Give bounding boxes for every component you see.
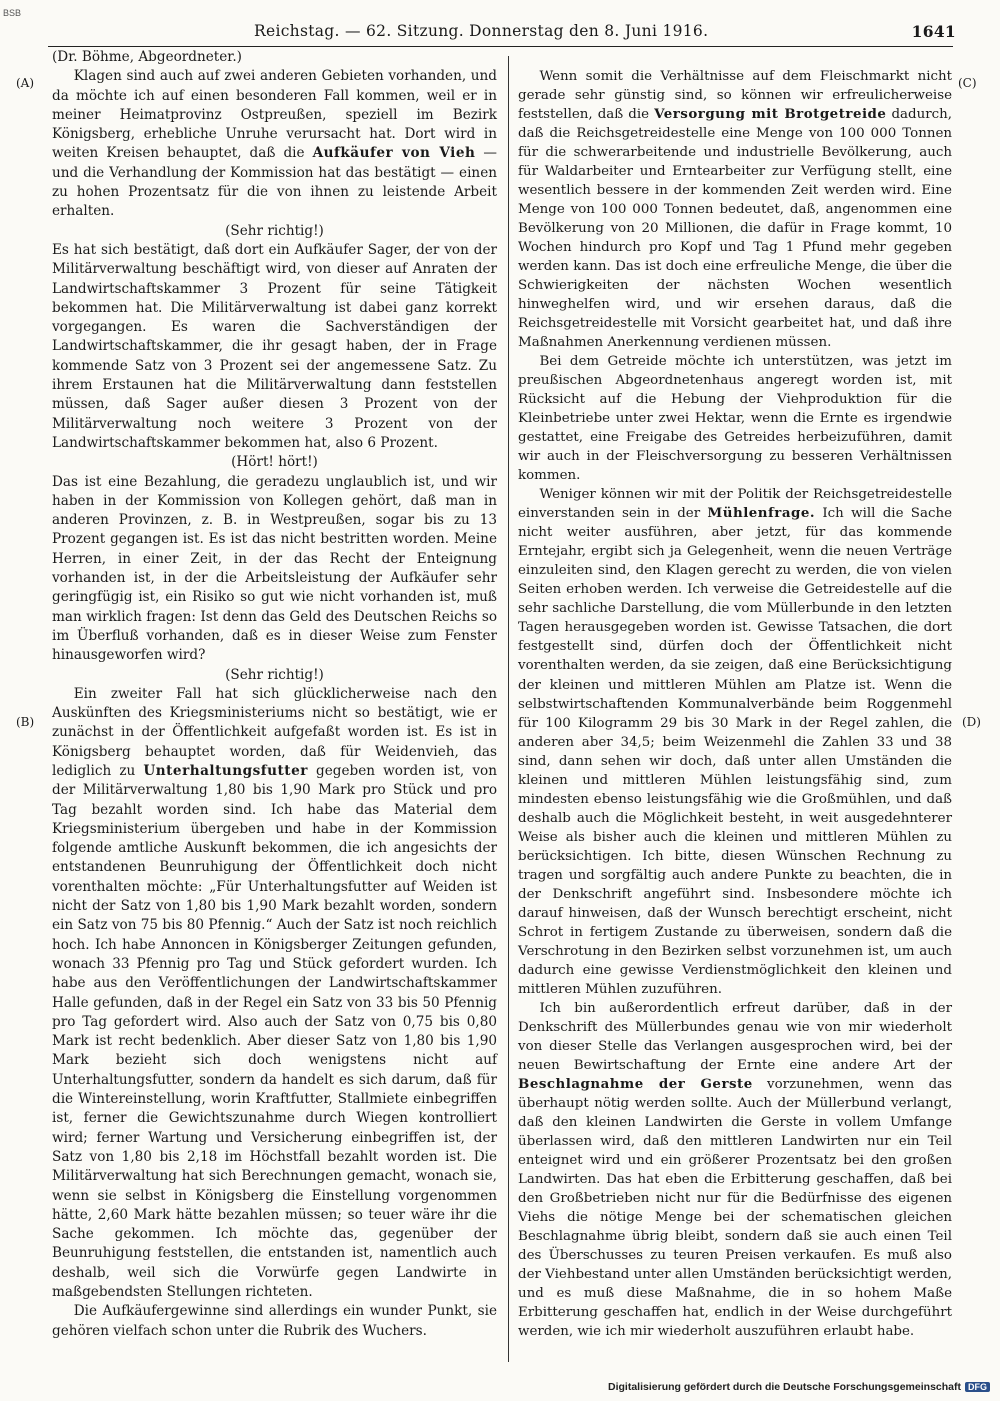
text-run: — und die Verhandlung der Kommission hat das bestätigt — einen zu hohen Prozentsatz für die von ihnen zu leistende Arbeit erhalten.	[52, 145, 497, 220]
paragraph: Das ist eine Bezahlung, die geradezu unglaublich ist, und wir haben in der Kommission von Kollegen gehört, daß man in anderen Provinzen, z. B. in Westpreußen, sogar bis zu 13 Prozent gegangen ist. Es ist das nicht bestritten worden. Meine Herren, in einer Zeit, in der das Recht der Enteignung vorhanden ist, in der die Arbeitsleistung der Aufkäufer sehr geringfügig ist, ein Risiko so gut wie nicht vorhanden ist, muß man wirklich fragen: Ist denn das Geld des Deutschen Reichs so im Überfluß vorhanden, daß es in dieser Weise zum Fenster hinausgeworfen wird?	[52, 473, 497, 664]
dfg-logo: DFG	[965, 1382, 990, 1392]
keyword: Unterhaltungsfutter	[143, 762, 308, 779]
text-run: Weniger können wir mit der Politik der Reichsgetreidestelle einverstanden sein in der	[518, 487, 952, 522]
column-divider	[508, 56, 509, 1362]
digitization-footer	[608, 1381, 990, 1393]
paragraph: Es hat sich bestätigt, daß dort ein Aufkäufer Sager, der von der Militärverwaltung beschäftigt wird, von dieser auf Anraten der Landwirtschaftskammer 3 Prozent für seine Tätigkeit bekommen hat. Die Militärverwaltung ist dabei ganz korrekt vorgegangen. Es waren die Sachverständigen der Landwirtschaftskammer, die ihr gesagt haben, der in Frage kommende Satz von 3 Prozent sei der angemessene Satz. Zu ihrem Erstaunen hat die Militärverwaltung dann feststellen müssen, daß Sager außer diesen 3 Prozent von der Militärverwaltung noch weitere 3 Prozent von der Landwirtschaftskammer bekommen hat, also 6 Prozent.	[52, 241, 497, 451]
paragraph	[52, 67, 497, 221]
text-run: Ich will die Sache nicht weiter ausführen, aber jetzt, für das kommende Erntejahr, ergibt sich ja Gelegenheit, wenn die neuen Verträge einzuleiten sind, den Klagen gerecht zu werden, die von vielen Seiten erhoben werden. Ich verweise die Getreidestelle auf die sehr sachliche Darstellung, die vom Müllerbunde in den letzten Tagen herausgegeben worden ist. Gewisse Tatsachen, die dort festgestellt sind, dürfen doch der Öffentlichkeit nicht vorenthalten werden, da sie zeigen, daß eine Berücksichtigung der kleinen und mittleren Mühlen am Platze ist. Wenn die selbstwirtschaftenden Kommunalverbände beim Roggenmehl für 100 Kilogramm 29 bis 30 Mark in der Regel zahlen, die anderen aber 34,5; beim Weizenmehl die Zahlen 33 und 38 sind, dann sehen wir doch, daß unter allen Umständen die kleinen und mittleren Mühlen leistungsfähig sind, zum mindesten ebenso leistungsfähig wie die Großmühlen, und daß deshalb auch die Möglichkeit besteht, in weit ausgedehnterer Weise als bisher auch die kleinen und mittleren Mühlen zu berücksichtigen. Ich bitte, diesen Wünschen Rechnung zu tragen und sorgfältig auch andere Punkte zu beachten, die in der Denkschrift angeführt sind. Insbesondere möchte ich darauf hinweisen, daß der Wunsch berechtigt erscheint, nicht Schrot in fertigem Zustande zu überweisen, sondern daß die Verschrotung in den Bezirken selbst vorzunehmen ist, um auch dadurch eine gewisse Verdienstmöglichkeit den kleinen und mittleren Mühlen zuzuführen.	[518, 506, 952, 997]
right-column	[518, 67, 952, 1341]
paragraph: Bei dem Getreide möchte ich unterstützen, was jetzt im preußischen Abgeordnetenhaus angeregt worden ist, mit Rücksicht auf die Hebung der Viehproduktion für die Kleinbetriebe unter zwei Hektar, wenn die Ernte es irgendwie gestattet, eine Freigabe des Getreides herbeizuführen, damit wir auch in der Fleischversorgung zu besseren Verhältnissen kommen.	[518, 354, 952, 484]
keyword: Versorgung mit Brotgetreide	[654, 106, 887, 123]
paragraph	[518, 67, 952, 352]
interjection: (Hört! hört!)	[231, 454, 318, 471]
text-run: Klagen sind auch auf zwei anderen Gebieten vorhanden, und da möchte ich auf einen besonderen Fall kommen, weil er in meiner Heimatprovinz Ostpreußen, speziell im Bezirk Königsberg, erhebliche Unruhe verursacht hat. Dort wird in weiten Kreisen behauptet, daß die	[52, 68, 497, 162]
text-run: Ich bin außerordentlich erfreut darüber, daß in der Denkschrift des Müllerbundes genau wie von mir wiederholt von dieser Stelle das Verlangen ausgesprochen wird, bei der neuen Bewirtschaftung der Ernte eine andere Art der	[518, 1000, 952, 1073]
library-mark: BSB	[3, 8, 22, 18]
keyword: Mühlenfrage.	[707, 505, 816, 522]
text-run: Wenn somit die Verhältnisse auf dem Fleischmarkt nicht gerade sehr günstig sind, so können wir erfreulicherweise feststellen, daß die	[518, 69, 952, 123]
speaker-line: (Dr. Böhme, Abgeordneter.)	[52, 49, 242, 65]
footer-text: Digitalisierung gefördert durch die Deutsche Forschungsgemeinschaft	[608, 1381, 961, 1393]
paragraph	[518, 485, 952, 998]
text-run: vorzunehmen, wenn das überhaupt nötig werden sollte. Auch der Müllerbund verlangt, daß den kleinen Landwirten die Gerste in vollem Umfange überlassen wird, daß den mittleren Landwirten nur ein Teil enteignet wird und ein größerer Prozentsatz bei den großen Landwirten. Das hat eben die Erbitterung geschaffen, daß bei den Großbetrieben nicht nur für die Bedürfnisse des eigenen Viehs die nötige Menge bei der schematischen gleichen Beschlagnahme übrig bleibt, sondern daß sie auch einen Teil des Überschusses zu teuren Preisen verkaufen. Es muß also der Viehbestand unter allen Umständen berücksichtigt werden, und es muß diese Maßnahme, die in so hohem Maße Erbitterung geschaffen hat, endlich in der Weise durchgeführt werden, wie ich mir wiederholt auszuführen erlaubt habe.	[518, 1076, 952, 1340]
margin-mark-c: (C)	[958, 76, 977, 90]
header-rule	[48, 46, 953, 47]
keyword: Aufkäufer von Vieh	[312, 145, 476, 162]
text-run: Ein zweiter Fall hat sich glücklicherweise nach den Auskünften des Kriegsministeriums nicht so bestätigt, wie er zunächst in der Öffentlichkeit aufgefaßt worden ist. Es ist in Königsberg behauptet worden, daß für Weidenvieh, das lediglich zu	[52, 685, 497, 779]
page-number: 1641	[911, 22, 956, 41]
paragraph	[518, 999, 952, 1341]
text-run: gegeben worden ist, von der Militärverwaltung 1,80 bis 1,90 Mark pro Stück und pro Tag bezahlt worden sind. Ich habe das Material dem Kriegsministerium übergeben und habe in der Kommission folgende amtliche Auskunft bekommen, die ich angesichts der entstandenen Beunruhigung der Öffentlichkeit doch nicht vorenthalten möchte: „Für Unterhaltungsfutter auf Weiden ist nicht der Satz von 1,80 bis 1,90 Mark bezahlt worden, sondern ein Satz von 75 bis 80 Pfennig.“ Auch der Satz ist noch reichlich hoch. Ich habe Annoncen in Königsberger Zeitungen gefunden, wonach 33 Pfennig pro Tag und Stück gefordert wurden. Ich habe aus den Veröffentlichungen der Landwirtschaftskammer Halle gefunden, daß in der Regel ein Satz von 33 bis 50 Pfennig pro Tag gefordert wird. Also auch der Satz von 0,75 bis 0,80 Mark ist recht bedenklich. Aber dieser Satz von 1,80 bis 1,90 Mark bezieht sich doch wenigstens nicht auf Unterhaltungsfutter, sondern da handelt es sich darum, daß für die Wintereinstellung, worin Kraftfutter, Stallmiete einbegriffen ist, ferner die Gewichtszunahme durch Wiegen kontrolliert wird; ferner Wartung und Versicherung einbegriffen ist, der Satz von 1,80 bis 2,18 im Höchstfall bezahlt worden ist. Die Militärverwaltung hat sich Berechnungen gemacht, wonach sie, wenn sie selbst in Königsberg die Einstellung vorgenommen hätte, 2,60 Mark hätte bezahlen müssen; so teuer wäre ihr die Sache gekommen. Ich möchte das, gegenüber der Beunruhigung feststellen, die entstanden ist, namentlich auch deshalb, weil sich die Vorwürfe gegen Landwirte in maßgebendsten Stellungen richteten.	[52, 762, 497, 1300]
page-header	[48, 22, 956, 46]
interjection: (Sehr richtig!)	[225, 666, 324, 683]
margin-mark-b: (B)	[16, 715, 35, 729]
margin-mark-d: (D)	[962, 715, 981, 729]
text-run: dadurch, daß die Reichsgetreidestelle eine Menge von 100 000 Tonnen für die schwerarbeitende und industrielle Bevölkerung, auch für Waldarbeiter und Erntearbeiter zur Verfügung stellt, eine wesentlich bessere in der kommenden Zeit werden wird. Eine Menge von 100 000 Tonnen bedeutet, daß, angenommen eine Bevölkerung von 20 Millionen, die dafür in Frage kommt, 10 Wochen hindurch pro Kopf und Tag 1 Pfund mehr gegeben werden kann. Das ist doch eine erfreuliche Menge, die über die Schwierigkeiten der nächsten Wochen wesentlich hinweghelfen wird, und wir ersehen daraus, daß die Reichsgetreidestelle mit Vorsicht gearbeitet hat, und daß ihre Maßnahmen Anerkennung verdienen müssen.	[518, 107, 952, 351]
left-column	[52, 48, 497, 1341]
interjection: (Sehr richtig!)	[225, 222, 324, 239]
keyword: Beschlagnahme der Gerste	[518, 1075, 753, 1092]
paragraph	[52, 685, 497, 1303]
header-title: Reichstag. — 62. Sitzung. Donnerstag den 8. Juni 1916.	[254, 22, 709, 40]
paragraph: Die Aufkäufergewinne sind allerdings ein wunder Punkt, sie gehören vielfach schon unter die Rubrik des Wuchers.	[52, 1303, 497, 1339]
margin-mark-a: (A)	[16, 76, 35, 90]
